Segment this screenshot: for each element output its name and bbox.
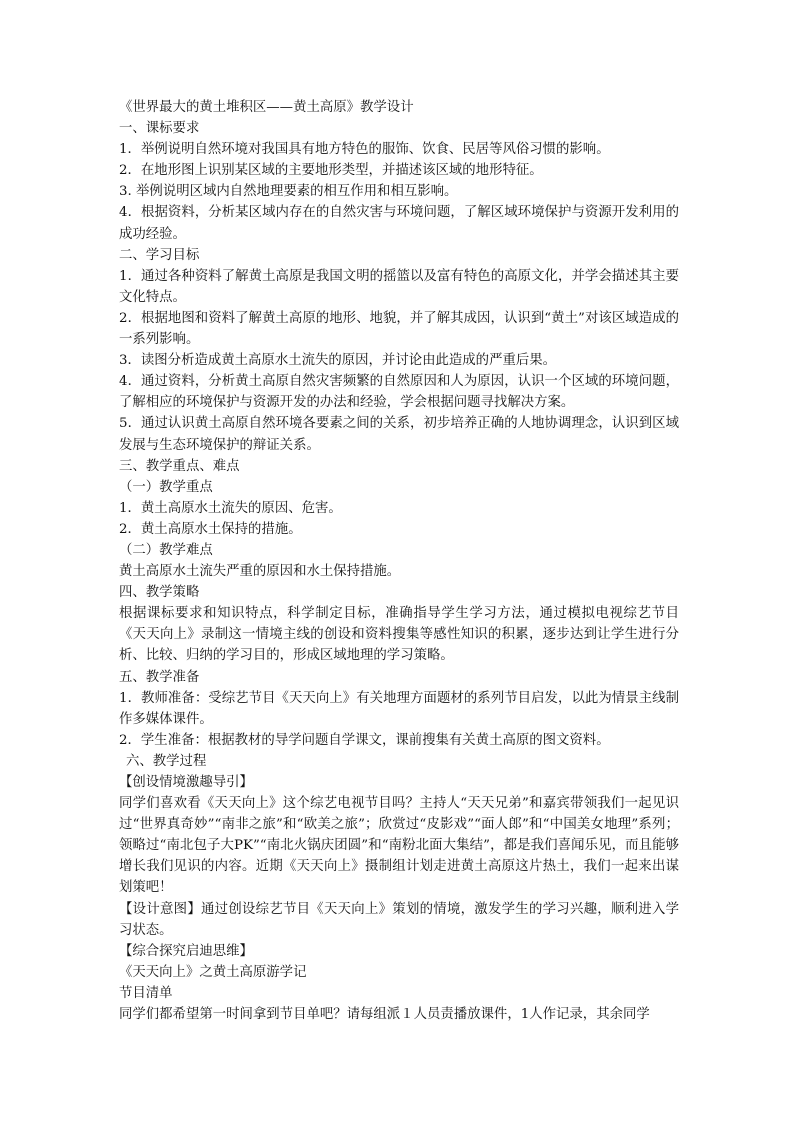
list-item: 1．举例说明自然环境对我国具有地方特色的服饰、饮食、民居等风俗习惯的影响。 (119, 142, 610, 158)
section-heading-objectives: 二、学习目标 (119, 247, 200, 263)
list-item: 1．通过各种资料了解黄土高原是我国文明的摇篮以及富有特色的高原文化，并学会描述其主要文化特点。 (119, 268, 679, 305)
list-item: 3. 举例说明区域内自然地理要素的相互作用和相互影响。 (119, 184, 458, 200)
subheading-difficulties: （二）教学难点 (119, 542, 213, 558)
list-item: 4．根据资料，分析某区域内存在的自然灾害与环境问题，了解区域环境保护与资源开发利用的成功经验。 (119, 205, 679, 242)
section-heading-strategy: 四、教学策略 (119, 585, 200, 601)
design-intent-paragraph: 【设计意图】通过创设综艺节目《天天向上》策划的情境，激发学生的学习兴趣，顺利进入学习状态。 (119, 901, 679, 938)
block-heading-intro: 【创设情境激趣导引】 (119, 775, 253, 791)
section-heading-curriculum: 一、课标要求 (119, 121, 200, 137)
program-list-label: 节目清单 (119, 985, 173, 1001)
list-item: 2．根据地图和资料了解黄土高原的地形、地貌，并了解其成因，认识到“黄土”对该区域造成的一系列影响。 (119, 310, 679, 348)
section-heading-key-points: 三、教学重点、难点 (119, 458, 240, 474)
difficulty-text: 黄土高原水土流失严重的原因和水土保持措施。 (119, 564, 401, 580)
list-item: 4．通过资料，分析黄土高原自然灾害频繁的自然原因和人为原因，认识一个区域的环境问题，了解相应的环境保护与资源开发的办法和经验，学会根据问题寻找解决方案。 (119, 374, 679, 411)
list-item: 2．黄土高原水土保持的措施。 (119, 521, 302, 537)
list-item: 1．教师准备：受综艺节目《天天向上》有关地理方面题材的系列节目启发，以此为情景主线制作多媒体课件。 (119, 690, 679, 727)
section-heading-preparation: 五、教学准备 (119, 669, 200, 685)
block-heading-inquiry: 【综合探究启迪思维】 (119, 943, 253, 959)
list-item: 1．黄土高原水土流失的原因、危害。 (119, 500, 342, 516)
list-item: 5．通过认识黄土高原自然环境各要素之间的关系，初步培养正确的人地协调理念，认识到区域发展与生态环境保护的辩证关系。 (119, 416, 679, 453)
intro-paragraph: 同学们喜欢看《天天向上》这个综艺电视节目吗？主持人“天天兄弟”和嘉宾带领我们一起见识过“世界真奇妙”“南非之旅”和“欧美之旅”；欣赏过“皮影戏”“面人郎”和“中国美女地理”系列；领略过“南北包子大PK”“南北火锅庆团圆”和“南粉北面大集结”，都是我们喜闻乐见，而且能够增长我们见识的内容。近期《天天向上》摄制组计划走进黄土高原这片热土，我们一起来出谋划策吧！ (119, 796, 679, 896)
list-item: 2．在地形图上识别某区域的主要地形类型，并描述该区域的地形特征。 (119, 163, 543, 179)
last-line: 同学们都希望第一时间拿到节目单吧？请每组派１人员责播放课件，1人作记录，其余同学 (119, 1007, 650, 1023)
section-heading-process: 六、教学过程 (126, 753, 207, 769)
document-title: 《世界最大的黄土堆积区——黄土高原》教学设计 (119, 100, 414, 115)
list-item: 3．读图分析造成黄土高原水土流失的原因，并讨论由此造成的严重后果。 (119, 353, 557, 369)
travel-title: 《天天向上》之黄土高原游学记 (119, 964, 307, 980)
strategy-paragraph: 根据课标要求和知识特点，科学制定目标，准确指导学生学习方法，通过模拟电视综艺节目《天天向上》录制这一情境主线的创设和资料搜集等感性知识的积累，逐步达到让学生进行分析、比较、归纳的学习目的，形成区域地理的学习策略。 (119, 606, 679, 664)
subheading-key-points: （一）教学重点 (119, 479, 213, 495)
document-page (119, 97, 679, 1025)
list-item: 2．学生准备：根据教材的导学问题自学课文，课前搜集有关黄土高原的图文资料。 (119, 732, 610, 748)
